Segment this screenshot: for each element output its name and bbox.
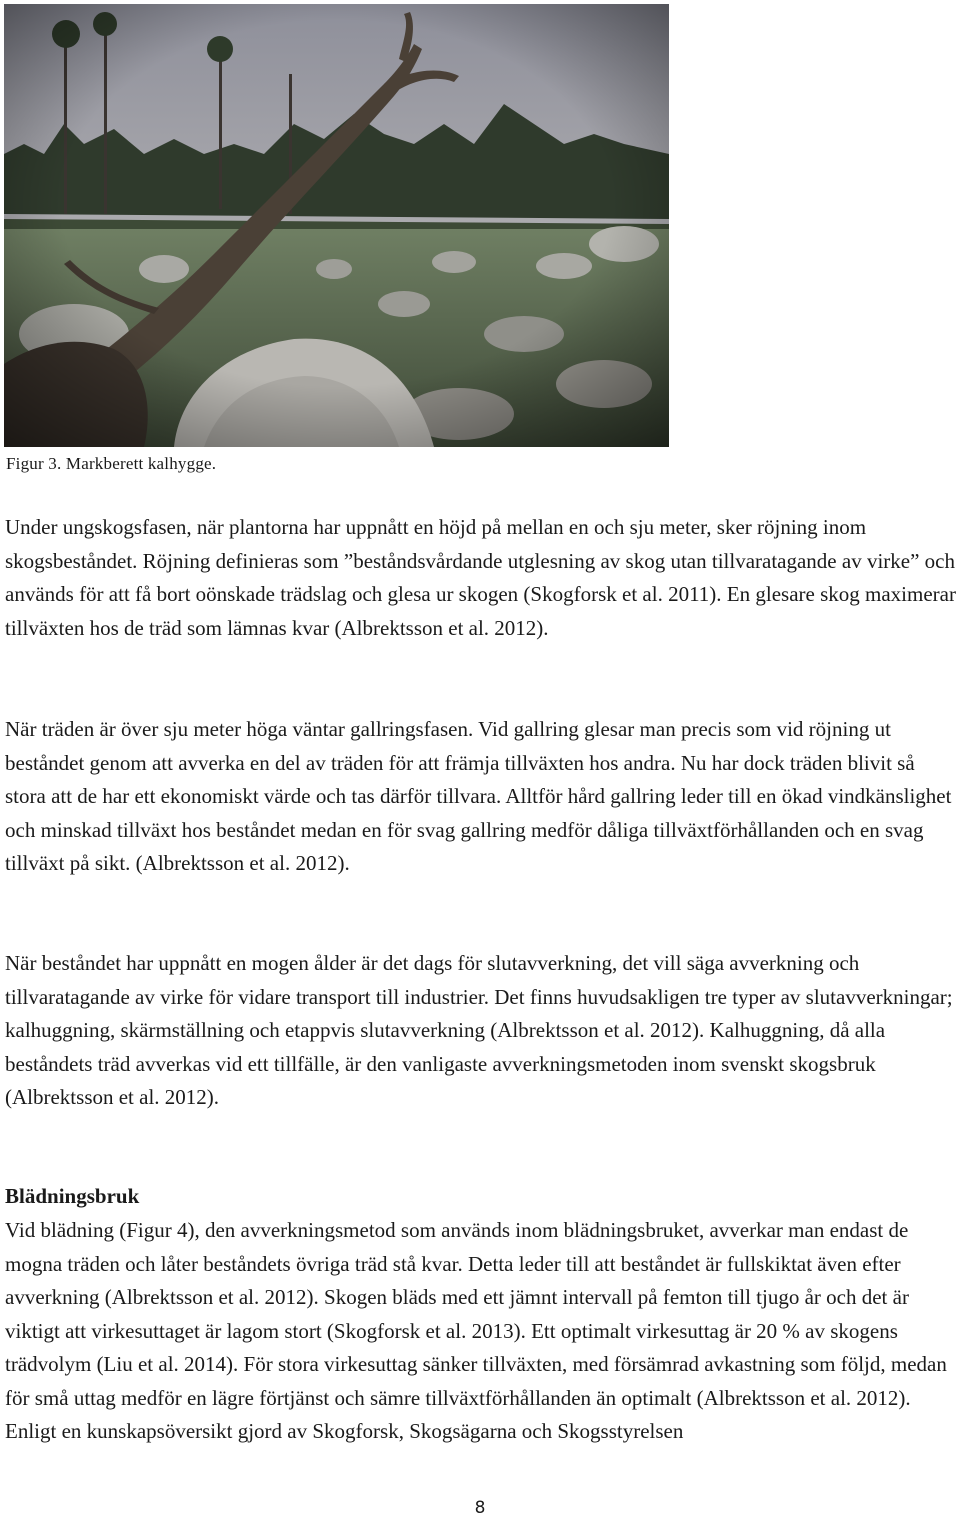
paragraph-gallring: När träden är över sju meter höga väntar gallringsfasen. Vid gallring glesar man precis som vid röjning ut beståndet genom att avverka en del av träden för att främja tillväxten hos andra. Nu har dock träden blivit så stora att de har ett ekonomiskt värde och tas därför tillvara. Alltför hård gallring leder till en ökad vindkänslighet och minskad tillväxt hos beståndet medan en för svag gallring medför dåliga tillväxtförhållanden och en svag tillväxt på sikt. (Albrektsson et al. 2012). (5, 717, 952, 875)
page-number: 8 (474, 1498, 486, 1518)
clearcut-photo (4, 4, 669, 447)
section-heading: Blädningsbruk (5, 1184, 140, 1208)
figure-caption: Figur 3. Markberett kalhygge. (6, 454, 217, 473)
paragraph-rojning: Under ungskogsfasen, när plantorna har uppnått en höjd på mellan en och sju meter, sker röjning inom skogsbeståndet. Röjning definieras som ”beståndsvårdande utglesning av skog utan tillvaratagande av virke” och används för att få bort oönskade trädslag och glesa ur skogen (Skogforsk et al. 2011). En glesare skog maximerar tillväxten hos de träd som lämnas kvar (Albrektsson et al. 2012). (5, 515, 956, 640)
paragraph-bladning: Vid blädning (Figur 4), den avverkningsmetod som används inom blädningsbruket, avverkar man endast de mogna träden och låter beståndets övriga träd stå kvar. Detta leder till att beståndet är fullskiktat även efter avverkning (Albrektsson et al. 2012). Skogen bläds med ett jämnt intervall på femton till tjugo år och det är viktigt att virkesuttaget är lagom stort (Skogforsk et al. 2013). Ett optimalt virkesuttag är 20 % av skogens trädvolym (Liu et al. 2014). För stora virkesuttag sänker tillväxten, med försämrad avkastning som följd, medan för små uttag medför en lägre förtjänst och sämre tillväxtförhållanden än optimalt (Albrektsson et al. 2012). Enligt en kunskapsöversikt gjord av Skogforsk, Skogsägarna och Skogsstyrelsen (5, 1218, 947, 1443)
paragraph-slutavverkning: När beståndet har uppnått en mogen ålder är det dags för slutavverkning, det vill säga avverkning och tillvaratagande av virke för vidare transport till industrier. Det finns huvudsakligen tre typer av slutavverkningar; kalhuggning, skärmställning och etappvis slutavverkning (Albrektsson et al. 2012). Kalhuggning, då alla beståndets träd avverkas vid ett tillfälle, är den vanligaste avverkningsmetoden inom svenskt skogsbruk (Albrektsson et al. 2012). (5, 951, 953, 1109)
